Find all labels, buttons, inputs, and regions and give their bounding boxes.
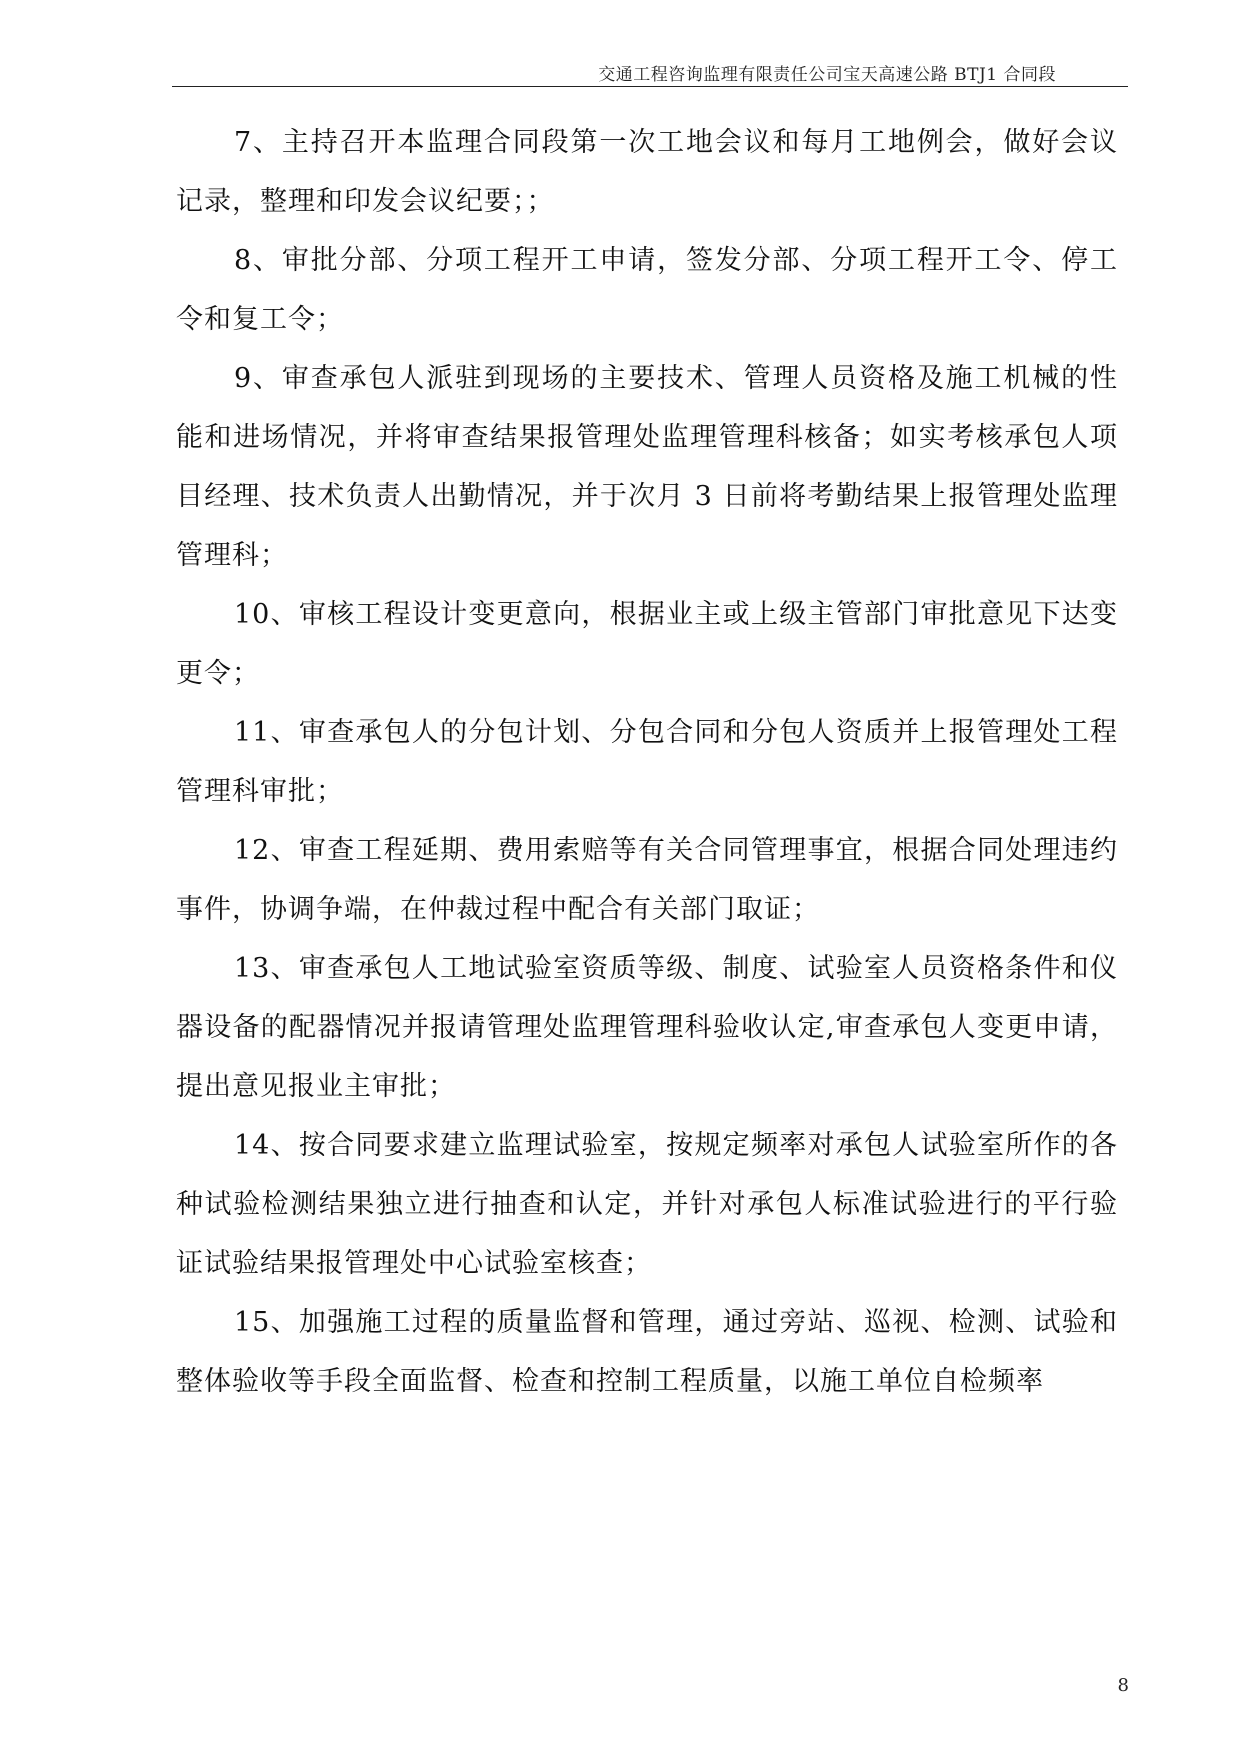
paragraph-item-12: 12、审查工程延期、费用索赔等有关合同管理事宜，根据合同处理违约事件，协调争端，在仲裁过程中配合有关部门取证； — [176, 835, 1118, 925]
header-title: 交通工程咨询监理有限责任公司宝天高速公路 BTJ1 合同段 — [598, 65, 1056, 85]
page-header — [172, 58, 1128, 87]
page-number: 8 — [1117, 1675, 1129, 1696]
paragraph-item-15: 15、加强施工过程的质量监督和管理，通过旁站、巡视、检测、试验和整体验收等手段全面监督、检查和控制工程质量，以施工单位自检频率 — [176, 1307, 1118, 1397]
paragraph-item-14: 14、按合同要求建立监理试验室，按规定频率对承包人试验室所作的各种试验检测结果独立进行抽查和认定，并针对承包人标准试验进行的平行验证试验结果报管理处中心试验室核查； — [176, 1130, 1118, 1279]
paragraph-item-13: 13、审查承包人工地试验室资质等级、制度、试验室人员资格条件和仪器设备的配器情况并报请管理处监理管理科验收认定,审查承包人变更申请，提出意见报业主审批； — [176, 953, 1118, 1102]
paragraph-item-9: 9、审查承包人派驻到现场的主要技术、管理人员资格及施工机械的性能和进场情况，并将审查结果报管理处监理管理科核备；如实考核承包人项目经理、技术负责人出勤情况，并于次月 3 日前将考勤结果上报管理处监理管理科； — [176, 363, 1118, 571]
document-body — [176, 113, 1118, 1411]
paragraph-item-10: 10、审核工程设计变更意向，根据业主或上级主管部门审批意见下达变更令； — [176, 599, 1118, 689]
paragraph-item-8: 8、审批分部、分项工程开工申请，签发分部、分项工程开工令、停工令和复工令； — [176, 245, 1118, 335]
paragraph-item-11: 11、审查承包人的分包计划、分包合同和分包人资质并上报管理处工程管理科审批； — [176, 717, 1118, 807]
paragraph-item-7: 7、主持召开本监理合同段第一次工地会议和每月工地例会，做好会议记录，整理和印发会议纪要；； — [176, 127, 1118, 217]
